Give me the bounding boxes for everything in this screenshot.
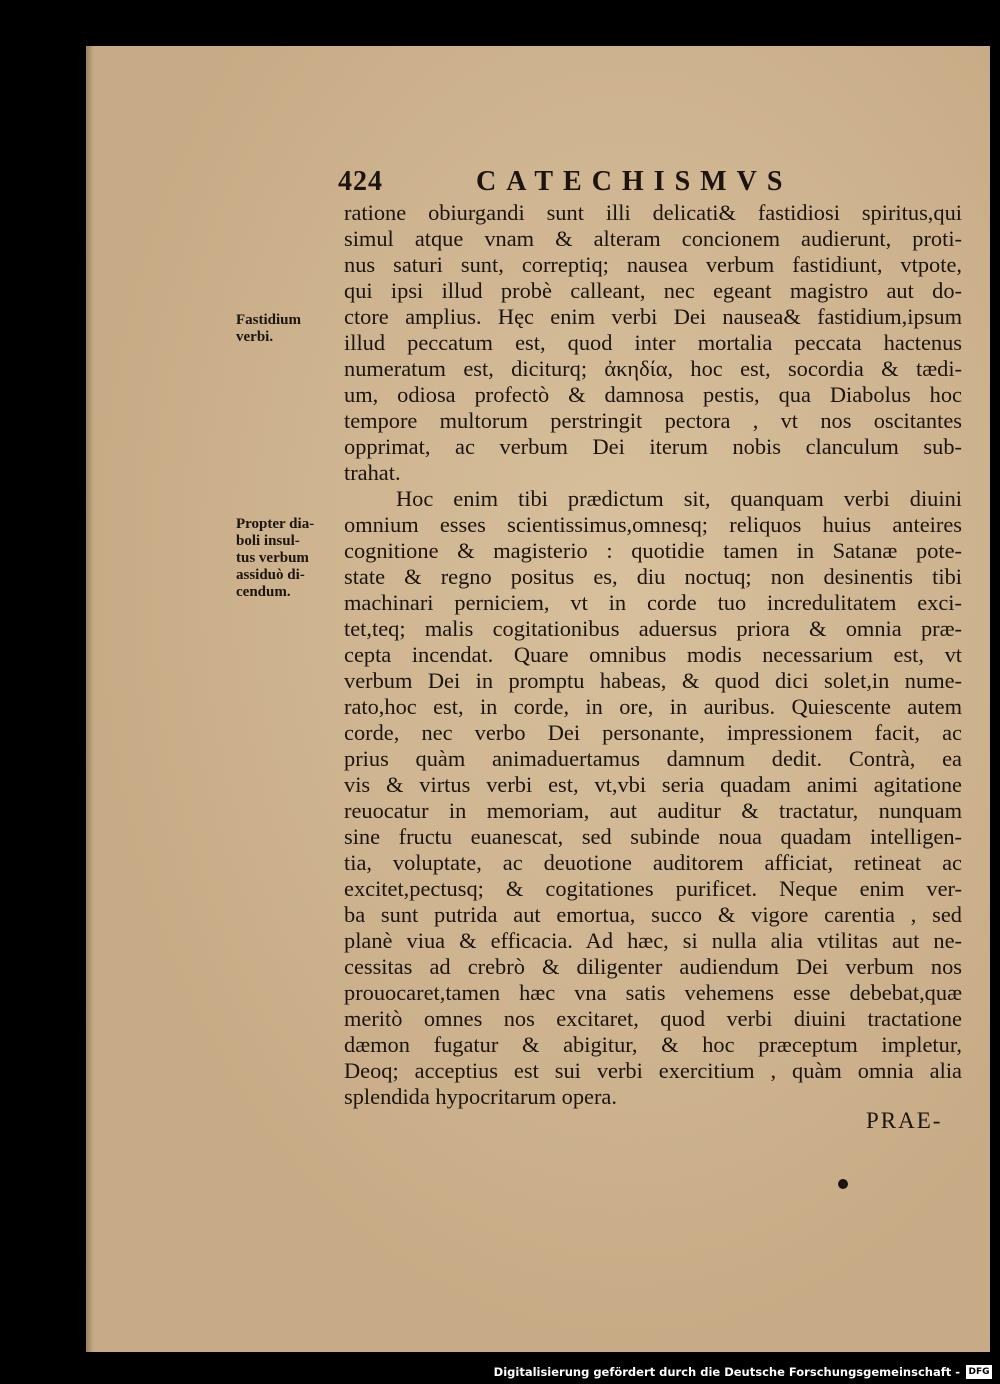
- text-line: cessitas ad crebrò & diligenter audiendum Dei verbum nos: [344, 954, 962, 979]
- text-line: omnium esses scientissimus,omnesq; reliquos huius anteires: [344, 512, 962, 537]
- text-line: verbum Dei in promptu habeas, & quod dici solet,in nume-: [344, 668, 962, 693]
- text-line: meritò omnes nos excitaret, quod verbi diuini tractatione: [344, 1006, 962, 1031]
- page-number: 424: [338, 166, 383, 197]
- text-line: ba sunt putrida aut emortua, succo & vigore carentia , sed: [344, 902, 962, 927]
- text-line: tempore multorum perstringit pectora , vt nos oscitantes: [344, 408, 962, 433]
- text-line: tia, voluptate, ac deuotione auditorem afficiat, retineat ac: [344, 850, 962, 875]
- text-line: splendida hypocritarum opera.: [344, 1084, 617, 1109]
- text-line: um, odiosa profectò & damnosa pestis, qua Diabolus hoc: [344, 382, 962, 407]
- text-line: excitet,pectusq; & cogitationes purificet. Neque enim ver-: [344, 876, 962, 901]
- text-line: machinari perniciem, vt in corde tuo incredulitatem exci-: [344, 590, 962, 615]
- text-line: Hoc enim tibi prædictum sit, quanquam verbi diuini: [396, 486, 962, 511]
- margin-note-line: verbi.: [236, 329, 274, 345]
- margin-note-line: cendum.: [236, 584, 291, 600]
- text-line: vis & virtus verbi est, vt,vbi seria quadam animi agitatione: [344, 772, 962, 797]
- text-line: dæmon fugatur & abigitur, & hoc præceptum impletur,: [344, 1032, 962, 1057]
- body-text: [344, 200, 962, 1110]
- running-title: CATECHISMVS: [476, 166, 793, 197]
- text-line: qui ipsi illud probè calleant, nec egeant magistro aut do-: [344, 278, 962, 303]
- page-gutter-shadow: [86, 46, 94, 1352]
- text-line: planè viua & efficacia. Ad hæc, si nulla alia vtilitas aut ne-: [344, 928, 962, 953]
- text-line: reuocatur in memoriam, aut auditur & tractatur, nunquam: [344, 798, 962, 823]
- text-line: prius quàm animaduertamus damnum dedit. Contrà, ea: [344, 746, 962, 771]
- text-line: ratione obiurgandi sunt illi delicati& fastidiosi spiritus,qui: [344, 200, 962, 225]
- text-line: cepta incendat. Quare omnibus modis necessarium est, vt: [344, 642, 962, 667]
- text-line: cognitione & magisterio : quotidie tamen in Satanæ pote-: [344, 538, 962, 563]
- margin-note-line: Fastidium: [236, 312, 302, 328]
- text-line: state & regno positus es, diu noctuq; non desinentis tibi: [344, 564, 962, 589]
- text-line: illud peccatum est, quod inter mortalia peccata hactenus: [344, 330, 962, 355]
- margin-note-line: tus verbum: [236, 550, 309, 566]
- margin-note-line: assiduò di-: [236, 567, 305, 583]
- text-line: tet,teq; malis cogitationibus aduersus priora & omnia præ-: [344, 616, 962, 641]
- text-line: rato,hoc est, in corde, in ore, in auribus. Quiescente autem: [344, 694, 962, 719]
- text-line: numeratum est, diciturq; ἀκηδία, hoc est, socordia & tædi-: [344, 356, 962, 381]
- ink-spot: [838, 1179, 848, 1189]
- text-line: trahat.: [344, 460, 401, 485]
- text-line: corde, nec verbo Dei personante, impressionem facit, ac: [344, 720, 962, 745]
- dfg-logo-icon: DFG: [966, 1365, 992, 1379]
- text-line: opprimat, ac verbum Dei iterum nobis clanculum sub-: [344, 434, 962, 459]
- funding-credit: Digitalisierung gefördert durch die Deutsche Forschungsgemeinschaft -: [493, 1365, 960, 1379]
- text-line: nus saturi sunt, correptiq; nausea verbum fastidiunt, vtpote,: [344, 252, 962, 277]
- text-line: simul atque vnam & alteram concionem audierunt, proti-: [344, 226, 962, 251]
- text-line: prouocaret,tamen hæc vna satis vehemens esse debebat,quæ: [344, 980, 962, 1005]
- text-line: Deoq; acceptius est sui verbi exercitium , quàm omnia alia: [344, 1058, 962, 1083]
- footer-bar: [0, 1362, 1000, 1384]
- margin-note-line: boli insul-: [236, 533, 300, 549]
- margin-note-fastidium: [236, 312, 336, 346]
- text-line: ctore amplius. Hęc enim verbi Dei nausea& fastidium,ipsum: [344, 304, 962, 329]
- margin-note-line: Propter dia-: [236, 516, 315, 532]
- text-line: sine fructu euanescat, sed subinde noua quadam intelligen-: [344, 824, 962, 849]
- catchword: PRAE-: [866, 1108, 943, 1133]
- margin-note-propter-diaboli: [236, 516, 336, 601]
